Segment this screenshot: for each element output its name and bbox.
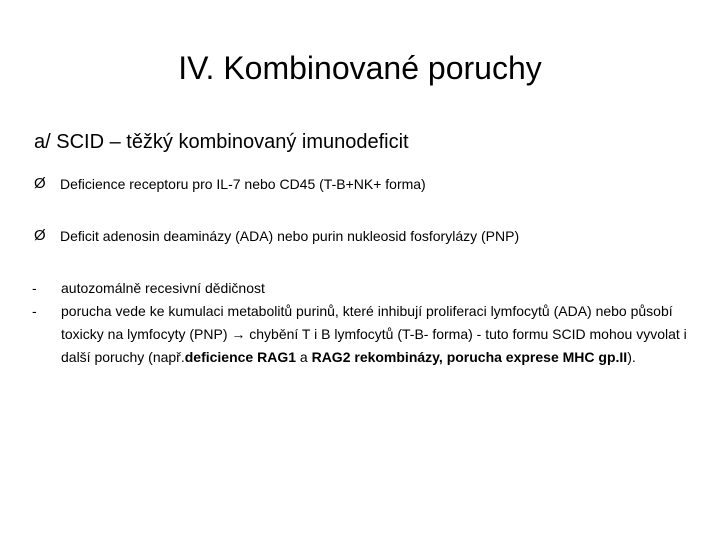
dash-marker: -: [32, 280, 37, 296]
dash-text-2-part-a: porucha vede ke kumulaci metabolitů purinů, které inhibují proliferaci lymfocytů (ADA) nebo působí toxicky na lymfocyty (PNP) → chybění T i B lymfocytů (T-B- forma) - tuto formu SCID mohou vyvolat i další poruchy (např.: [61, 303, 687, 365]
bullet-item-1: [34, 173, 426, 195]
arrow-bullet-icon: Ø: [34, 175, 46, 192]
bullet-text-2: Deficit adenosin deaminázy (ADA) nebo purin nukleosid fosforylázy (PNP): [60, 228, 520, 244]
dash-text-2-bold-a: deficience RAG1: [184, 349, 296, 365]
dash-marker: -: [32, 303, 37, 319]
arrow-bullet-icon: Ø: [34, 227, 46, 244]
dash-text-2-part-c: ).: [627, 349, 636, 365]
bullet-item-2: [34, 225, 519, 247]
dash-item-2: [32, 300, 692, 369]
slide-subtitle: a/ SCID – těžký kombinovaný imunodeficit: [34, 131, 409, 153]
dash-text-2: [61, 300, 692, 369]
dash-text-1: autozomálně recesivní dědičnost: [61, 280, 265, 296]
slide-title: IV. Kombinované poruchy: [178, 50, 542, 86]
dash-text-2-part-b: a: [296, 349, 312, 365]
bullet-text-1: Deficience receptoru pro IL-7 nebo CD45 (T-B+NK+ forma): [60, 176, 426, 192]
dash-item-1: [32, 277, 692, 300]
dash-text-2-bold-b: RAG2 rekombinázy, porucha exprese MHC gp.II: [311, 349, 628, 365]
